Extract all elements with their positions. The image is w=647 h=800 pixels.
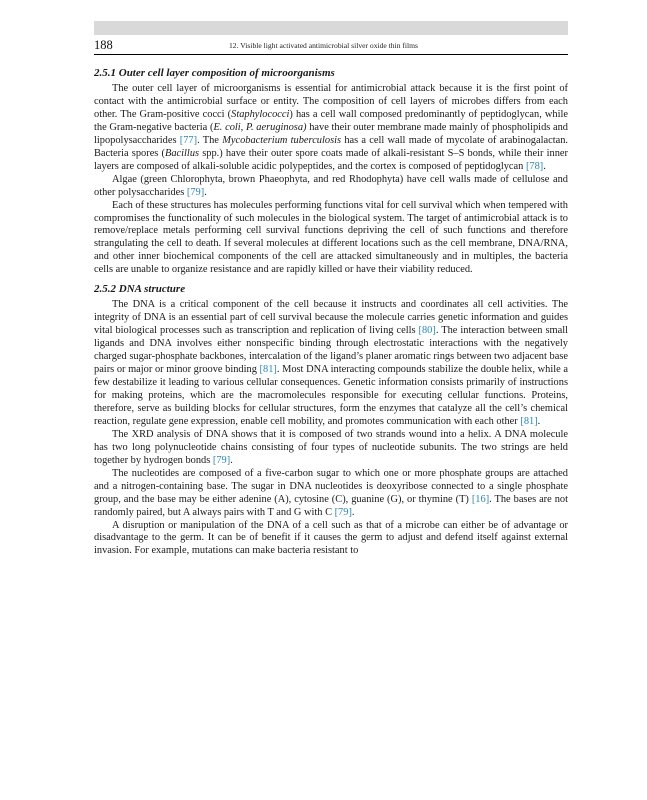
- text-run: Algae (green Chlorophyta, brown Phaeophyta, and red Rhodophyta) have cell walls made of cellulose and other polysaccharides: [94, 173, 568, 198]
- species-name: Bacillus: [165, 147, 200, 159]
- text-run: The outer cell layer of microorganisms is essential for antimicrobial attack because it is the first point of contact with the antimicrobial surface or entity. The composition of cell layers of microbes differs from each other. The Gram-positive cocci (: [94, 83, 568, 120]
- paragraph: [94, 83, 568, 174]
- text-run: has a cell wall made of mycolate of arabinogalactan. Bacteria spores (: [94, 134, 568, 159]
- paragraph: [94, 468, 568, 520]
- top-gray-bar: [94, 21, 568, 35]
- body-text: [94, 67, 568, 558]
- citation-link[interactable]: [79]: [334, 506, 352, 518]
- text-run: .: [537, 415, 541, 427]
- citation-link[interactable]: [78]: [525, 160, 544, 172]
- citation-link[interactable]: [79]: [212, 454, 231, 466]
- citation-link[interactable]: [81]: [259, 364, 277, 376]
- text-run: . The interaction between small ligands and DNA involves either nonspecific binding through electrostatic interactions with the negatively charged sugar-phosphate backbones, intercalation of the ligand’s planer aromatic rings between two adjacent base pairs or major or minor groove binding: [94, 325, 568, 376]
- text-run: The nucleotides are composed of a five-carbon sugar to which one or more phosphate groups are attached and a nitrogen-containing base. The sugar in DNA nucleotides is deoxyribose connected to a single phosphate group, and the base may be either adenine (A), cytosine (C), guanine (G), or thymine (T): [94, 467, 568, 505]
- running-head: 12. Visible light activated antimicrobial silver oxide thin films: [229, 41, 419, 50]
- text-run: have their outer membrane made mainly of phospholipids and lipopolysaccharides: [94, 121, 569, 146]
- text-run: .: [543, 160, 546, 172]
- paragraph: A disruption or manipulation of the DNA of a cell such as that of a microbe can either be of advantage or disadvantage to the germ. It can be of benefit if it causes the germ to adjust and defend itself against external invasion. For example, mutations can make bacteria resistant to: [94, 519, 568, 557]
- page-header: [94, 38, 568, 55]
- text-run: . The bases are not randomly paired, but A always pairs with T and G with C: [94, 493, 568, 518]
- paragraph: [94, 174, 568, 200]
- text-run: .: [204, 186, 207, 198]
- citation-link[interactable]: [81]: [520, 415, 538, 427]
- paragraph: [94, 299, 568, 429]
- page-number: 188: [94, 38, 113, 52]
- text-run: .: [351, 506, 355, 518]
- text-run: . The: [197, 134, 223, 146]
- section-heading-2-5-2: 2.5.2 DNA structure: [94, 283, 186, 296]
- species-name: Mycobacterium tuberculosis: [222, 134, 342, 146]
- paragraph: Each of these structures has molecules performing functions vital for cell survival which when tempered with compromises the functionality of such molecules in the biological system. The target of antimicrobial attack is to remove/replace metals performing cell survival functions depriving the cell of such functions and therefore strangulating the cell to death. If several molecules at different locations such as the cell membrane, DNA/RNA, and other inner biochemical components of the cell are attacked simultaneously and in multiples, the bacteria cells are unable to organize resistance and are rapidly killed or have their viability reduced.: [94, 199, 568, 276]
- section-heading-2-5-1: 2.5.1 Outer cell layer composition of microorganisms: [94, 67, 335, 79]
- citation-link[interactable]: [79]: [186, 186, 205, 198]
- citation-link[interactable]: [16]: [471, 493, 490, 505]
- text-run: The DNA is a critical component of the cell because it instructs and coordinates all cell activities. The integrity of DNA is an essential part of cell survival because the molecule carries genetic information and guides vital biological processes such as transcription and replication of living cells: [94, 299, 568, 337]
- paragraph: [94, 429, 568, 468]
- citation-link[interactable]: [80]: [418, 325, 436, 337]
- text-run: The XRD analysis of DNA shows that it is composed of two strands wound into a helix. A DNA molecule has two long polynucleotide chains consisting of four types of nucleotide subunits. The two strings are held together by hydrogen bonds: [94, 428, 568, 466]
- text-run: . Most DNA interacting compounds stabilize the double helix, while a few destabilize it leading to various cellular consequences. Genetic information consists primarily of instructions for making proteins, which are the macromolecules responsible for executing cellular functions. Proteins, therefore, serve as building blocks for cellular structures, form the enzymes that catalyze all the cell’s chemical reaction, regulate gene expression, enable cell mobility, and promotes communication with each other: [94, 364, 568, 427]
- species-name: Staphylococci: [231, 108, 290, 120]
- text-run: .: [230, 454, 233, 466]
- species-name: E. coli, P. aeruginosa): [213, 121, 307, 133]
- citation-link[interactable]: [77]: [179, 134, 198, 146]
- text-run: ) has a cell wall composed predominantly of peptidoglycan, while the Gram-negative bacteria (: [94, 108, 568, 133]
- text-run: spp.) have their outer spore coats made of alkali-resistant S–S bonds, while their inner layers are composed of alkali-soluble acidic polypeptides, and the cortex is composed of peptidoglycan: [94, 147, 568, 172]
